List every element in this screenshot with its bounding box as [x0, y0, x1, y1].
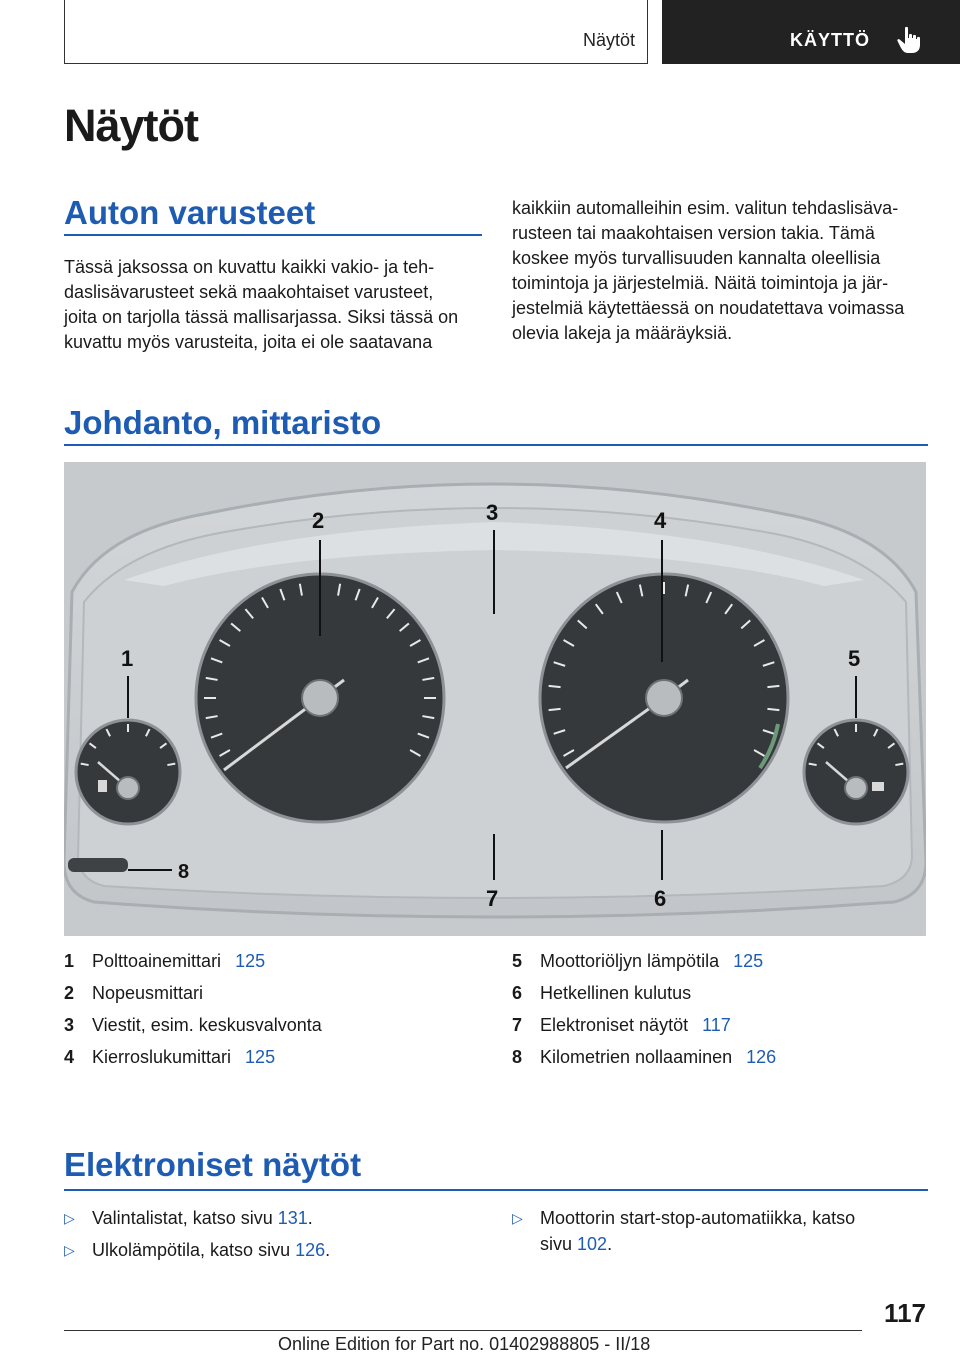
oil-temperature-gauge [804, 720, 908, 824]
trip-reset-button-illustration [68, 858, 128, 872]
legend-text: Hetkellinen kulutus [540, 983, 692, 1003]
text-line: kuvattu myös varusteita, joita ei ole saatavana [64, 332, 433, 352]
legend-number: 5 [512, 951, 523, 971]
instrument-cluster-figure [64, 462, 926, 936]
footer-edition-text: Online Edition for Part no. 01402988805 - II/18 [278, 1334, 651, 1354]
callout-8: 8 [178, 861, 190, 883]
page-number: 117 [884, 1298, 926, 1328]
gauge-tick [767, 709, 779, 710]
text-line: toimintoja ja järjestelmiä. Näitä toimintoja ja jär- [512, 273, 889, 293]
gauge-tick [809, 764, 817, 765]
page-link[interactable]: 102 [577, 1234, 608, 1254]
gauge-tick [167, 764, 175, 765]
bullet-triangle-icon: ▷ [512, 1210, 523, 1226]
callout-2: 2 [312, 508, 325, 533]
header-section-tab [64, 0, 648, 64]
callout-4: 4 [654, 508, 667, 533]
gauge-tick [767, 686, 779, 687]
header-chapter-tab [662, 0, 960, 64]
equipment-paragraph-col1 [64, 255, 458, 355]
section-rule [64, 1189, 928, 1191]
legend-text: Kilometrien nollaaminen [540, 1047, 733, 1067]
fuel-gauge [76, 720, 180, 824]
callout-3: 3 [486, 500, 499, 525]
text-line: Tässä jaksossa on kuvattu kaikki vakio- ja teh- [64, 257, 435, 277]
legend-page-link[interactable]: 117 [702, 1015, 731, 1035]
legend-text: Polttoainemittari [92, 951, 222, 971]
bullet-text: Moottorin start-stop-automatiikka, katso [540, 1208, 856, 1228]
gauge-tick [81, 764, 89, 765]
fuel-pump-icon [98, 780, 107, 792]
legend-number: 2 [64, 983, 75, 1003]
legend-text: Moottoriöljyn lämpötila [540, 951, 720, 971]
header-section-label: Näytöt [582, 30, 635, 50]
text-line: rusteen tai maakohtaisen version takia. Tämä [512, 223, 875, 243]
bullet-triangle-icon: ▷ [64, 1242, 75, 1258]
gauge-tick [549, 686, 561, 687]
text-line: jestelmiä käytettäessä on noudatettava voimassa [512, 298, 905, 318]
text-line: joita on tarjolla tässä mallisarjassa. Siksi tässä on [64, 307, 459, 327]
legend-number: 1 [64, 951, 75, 971]
legend-page-link[interactable]: 125 [235, 951, 266, 971]
page-link[interactable]: 131 [277, 1208, 308, 1228]
bullet-text: sivu [540, 1234, 578, 1254]
legend-number: 7 [512, 1015, 523, 1035]
callout-5: 5 [848, 646, 861, 671]
page-link[interactable]: 126 [295, 1240, 326, 1260]
section-rule [64, 444, 928, 446]
gauge-tick [549, 709, 561, 710]
legend-number: 6 [512, 983, 523, 1003]
bullet-text: Ulkolämpötila, katso sivu [92, 1240, 296, 1260]
legend-text: Viestit, esim. keskusvalvonta [92, 1015, 322, 1035]
text-line: koskee myös turvallisuuden kannalta oleellisia [512, 248, 881, 268]
bullet-text-end: . [607, 1234, 613, 1254]
instrument-cluster-illustration [64, 462, 926, 936]
section-title-equipment: Auton varusteet [64, 194, 316, 231]
legend-text: Kierroslukumittari [92, 1047, 232, 1067]
legend-number: 3 [64, 1015, 75, 1035]
legend-text: Elektroniset näytöt [540, 1015, 689, 1035]
callout-6: 6 [654, 886, 667, 911]
page-title: Näytöt [64, 100, 199, 151]
section-title-intro: Johdanto, mittaristo [64, 404, 382, 441]
legend-page-link[interactable]: 126 [746, 1047, 777, 1067]
legend-number: 8 [512, 1047, 523, 1067]
bullet-text-end: . [307, 1208, 313, 1228]
oil-can-icon [872, 782, 884, 791]
gauge-tick [895, 764, 903, 765]
tachometer-dial [540, 574, 788, 822]
callout-7: 7 [486, 886, 499, 911]
section-rule [64, 234, 482, 236]
text-line: kaikkiin automalleihin esim. valitun tehdaslisäva- [512, 198, 899, 218]
legend-number: 4 [64, 1047, 75, 1067]
legend-page-link[interactable]: 125 [733, 951, 764, 971]
callout-1: 1 [121, 646, 134, 671]
text-line: olevia lakeja ja määräyksiä. [512, 323, 733, 343]
footer-rule [64, 1330, 862, 1331]
text-line: daslisävarusteet sekä maakohtaiset varusteet, [64, 282, 434, 302]
bullet-triangle-icon: ▷ [64, 1210, 75, 1226]
equipment-paragraph-col2 [512, 196, 904, 346]
pointing-hand-icon [896, 26, 922, 54]
legend-text: Nopeusmittari [92, 983, 204, 1003]
legend-page-link[interactable]: 125 [245, 1047, 276, 1067]
bullet-text-end: . [325, 1240, 331, 1260]
header-chapter-label: KÄYTTÖ [790, 30, 870, 50]
section-title-displays: Elektroniset näytöt [64, 1146, 362, 1183]
bullet-text: Valintalistat, katso sivu [92, 1208, 278, 1228]
